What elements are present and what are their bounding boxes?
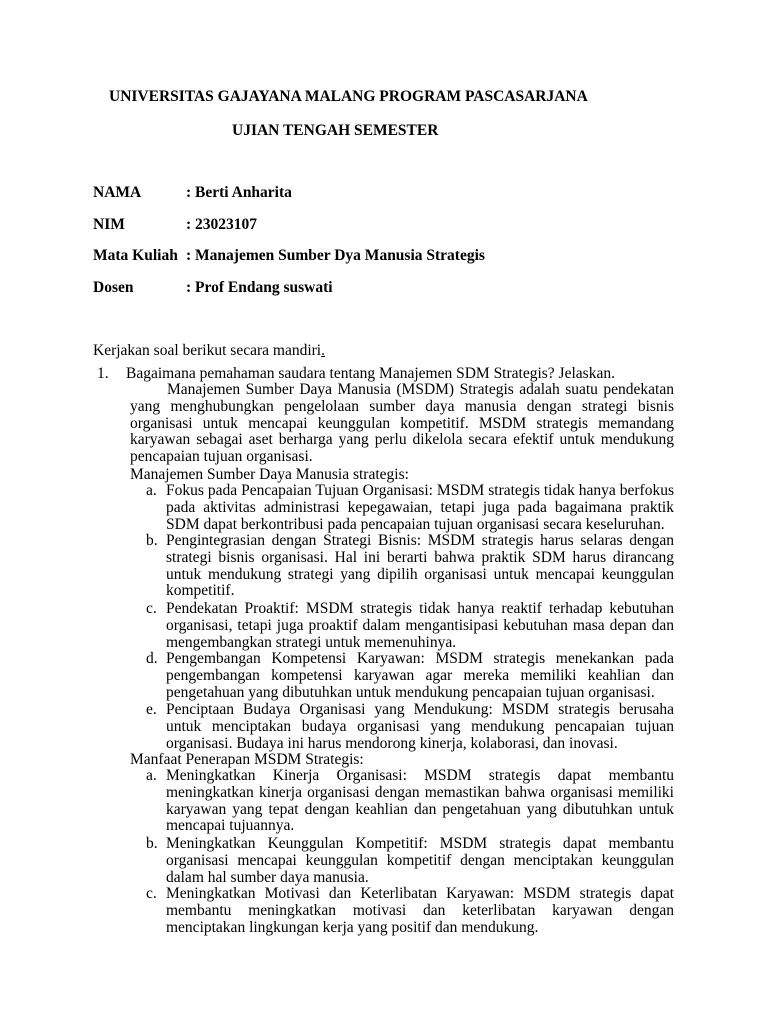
info-label: Dosen xyxy=(93,279,134,296)
info-row-mata-kuliah xyxy=(93,247,485,265)
list-text: Meningkatkan Kinerja Organisasi: MSDM strategis dapat membantu meningkatkan kinerja organisasi dengan memastikan bahwa organisasi memiliki karyawan yang tepat dengan keahlian dan pengetahuan yang dibutuhkan untuk mencapai tujuannya. xyxy=(166,767,674,835)
info-label: NIM xyxy=(93,216,125,233)
info-row-dosen xyxy=(93,279,333,297)
list-text: Meningkatkan Keunggulan Kompetitif: MSDM strategis dapat membantu organisasi mencapai keunggulan kompetitif dengan menciptakan keunggulan dalam hal sumber daya manusia. xyxy=(166,835,674,886)
info-row-nim xyxy=(93,216,257,234)
question-text: Bagaimana pemahaman saudara tentang Manajemen SDM Strategis? Jelaskan. xyxy=(126,365,615,382)
list-text: Meningkatkan Motivasi dan Keterlibatan Karyawan: MSDM strategis dapat membantu meningkatkan motivasi dan keterlibatan karyawan dengan menciptakan lingkungan kerja yang positif dan mendukung. xyxy=(166,885,674,936)
info-value: : Berti Anharita xyxy=(186,184,292,201)
answer-paragraph: Manajemen Sumber Daya Manusia (MSDM) Strategis adalah suatu pendekatan yang menghubungkan pengelolaan sumber daya manusia dengan strategi bisnis organisasi untuk mencapai keunggulan kompetitif. MSDM strategis memandang karyawan sebagai aset berharga yang perlu dikelola secara efektif untuk mendukung pencapaian tujuan organisasi. xyxy=(130,381,674,466)
list-item xyxy=(146,836,674,886)
list-item xyxy=(146,483,674,533)
list-text: Fokus pada Pencapaian Tujuan Organisasi: MSDM strategis tidak hanya berfokus pada aktivitas administrasi kepegawaian, tetapi juga pada bagaimana praktik SDM dapat berkontribusi pada pencapaian tujuan organisasi secara keseluruhan. xyxy=(166,482,674,533)
list-marker: b. xyxy=(146,835,158,852)
list-item xyxy=(146,533,674,600)
info-label: Mata Kuliah xyxy=(93,247,178,264)
section-heading-msdm: Manajemen Sumber Daya Manusia strategis: xyxy=(130,466,409,483)
list-item xyxy=(146,702,674,752)
list-marker: b. xyxy=(146,532,158,549)
list-item xyxy=(146,886,674,936)
info-label: NAMA xyxy=(93,184,142,201)
list-item xyxy=(146,768,674,835)
list-marker: a. xyxy=(146,482,157,499)
list-item xyxy=(146,651,674,701)
section-heading-manfaat: Manfaat Penerapan MSDM Strategis: xyxy=(130,751,364,768)
list-text: Pengintegrasian dengan Strategi Bisnis: MSDM strategis harus selaras dengan strategi bisnis organisasi. Hal ini berarti bahwa praktik SDM harus dirancang untuk mendukung strategi yang dipilih organisasi untuk mencapai keunggulan kompetitif. xyxy=(166,532,674,600)
instruction-text xyxy=(93,342,325,360)
list-marker: d. xyxy=(146,650,158,667)
exam-title: UJIAN TENGAH SEMESTER xyxy=(232,122,439,139)
question-number: 1. xyxy=(97,365,109,382)
university-title: UNIVERSITAS GAJAYANA MALANG PROGRAM PASCASARJANA xyxy=(109,88,588,105)
instruction-dot: . xyxy=(321,342,325,359)
info-value: : Manajemen Sumber Dya Manusia Strategis xyxy=(186,247,485,264)
list-marker: a. xyxy=(146,767,157,784)
list-item xyxy=(146,601,674,651)
list-marker: e. xyxy=(146,701,157,718)
info-value: : Prof Endang suswati xyxy=(186,279,333,296)
instruction-label: Kerjakan soal berikut secara mandiri xyxy=(93,342,322,359)
info-row-nama xyxy=(93,184,292,202)
list-marker: c. xyxy=(146,600,157,617)
info-value: : 23023107 xyxy=(186,216,258,233)
list-text: Pengembangan Kompetensi Karyawan: MSDM strategis menekankan pada pengembangan kompetensi karyawan agar mereka memiliki keahlian dan pengetahuan yang dibutuhkan untuk mendukung pencapaian tujuan organisasi. xyxy=(166,650,674,701)
list-text: Penciptaan Budaya Organisasi yang Mendukung: MSDM strategis berusaha untuk menciptakan budaya organisasi yang mendukung pencapaian tujuan organisasi. Budaya ini harus mendorong kinerja, kolaborasi, dan inovasi. xyxy=(166,701,674,752)
list-text: Pendekatan Proaktif: MSDM strategis tidak hanya reaktif terhadap kebutuhan organisasi, tetapi juga proaktif dalam mengantisipasi kebutuhan masa depan dan mengembangkan strategi untuk memenuhinya. xyxy=(166,600,674,651)
list-marker: c. xyxy=(146,885,157,902)
